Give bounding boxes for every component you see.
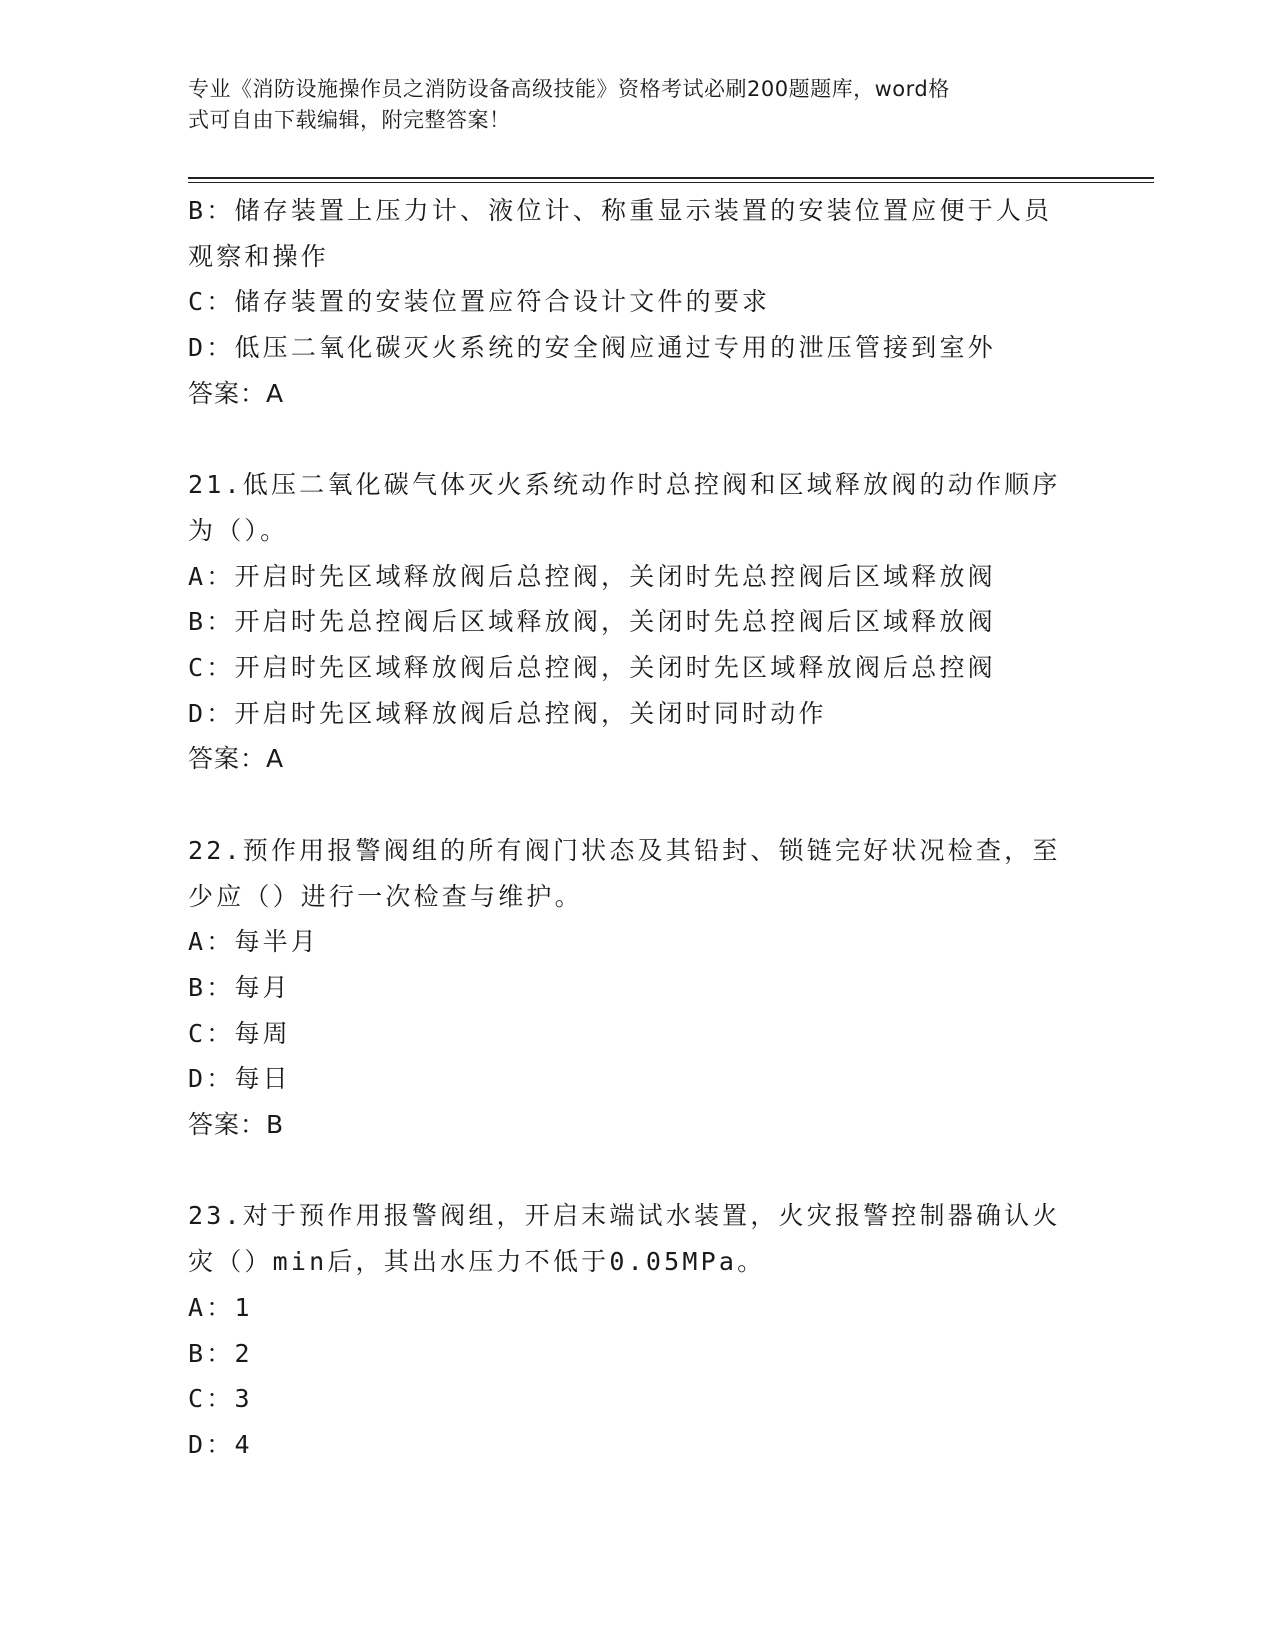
question-22 <box>188 828 1088 1148</box>
prev-option-b-continued: 观察和操作 <box>188 241 330 271</box>
document-header <box>188 74 1078 136</box>
question-23-option-d: D：4 <box>188 1429 253 1459</box>
question-22-option-d: D：每日 <box>188 1064 291 1094</box>
spacer <box>188 417 1088 463</box>
spacer <box>188 782 1088 828</box>
header-line-2: 式可自由下载编辑，附完整答案！ <box>188 108 511 132</box>
prev-option-b: B：储存装置上压力计、液位计、称重显示装置的安装位置应便于人员 <box>188 196 1053 225</box>
question-22-stem-line-2: 少应（）进行一次检查与维护。 <box>188 881 583 911</box>
question-21-option-b: B：开启时先总控阀后区域释放阀，关闭时先总控阀后区域释放阀 <box>188 607 996 637</box>
spacer <box>188 1148 1088 1194</box>
question-23-stem-line-1: 23.对于预作用报警阀组，开启末端试水装置，火灾报警控制器确认火 <box>188 1201 1061 1231</box>
question-22-stem-line-1: 22.预作用报警阀组的所有阀门状态及其铅封、锁链完好状况检查，至 <box>188 835 1061 865</box>
question-23 <box>188 1193 1088 1467</box>
header-line-1: 专业《消防设施操作员之消防设备高级技能》资格考试必刷200题题库，word格 <box>188 77 950 101</box>
question-21-stem-line-2: 为（）。 <box>188 515 289 545</box>
question-23-option-b: B：2 <box>188 1338 253 1368</box>
question-21-answer: 答案：A <box>188 744 285 774</box>
question-23-stem-line-2: 灾（）min后，其出水压力不低于0.05MPa。 <box>188 1247 766 1277</box>
question-22-answer: 答案：B <box>188 1110 285 1140</box>
question-21-option-c: C：开启时先区域释放阀后总控阀，关闭时先区域释放阀后总控阀 <box>188 653 996 683</box>
prev-option-d: D：低压二氧化碳灭火系统的安全阀应通过专用的泄压管接到室外 <box>188 333 996 363</box>
header-divider-thick <box>188 177 1154 179</box>
question-23-option-a: A：1 <box>188 1292 253 1322</box>
question-22-option-b: B：每月 <box>188 972 291 1002</box>
prev-question-block <box>188 188 1088 417</box>
prev-answer: 答案：A <box>188 378 285 408</box>
question-21-option-a: A：开启时先区域释放阀后总控阀，关闭时先总控阀后区域释放阀 <box>188 561 996 591</box>
question-23-option-c: C：3 <box>188 1384 253 1414</box>
question-content <box>188 188 1088 1468</box>
question-21-stem-line-1: 21.低压二氧化碳气体灭火系统动作时总控阀和区域释放阀的动作顺序 <box>188 470 1061 500</box>
header-divider-thin <box>188 182 1154 183</box>
question-21-option-d: D：开启时先区域释放阀后总控阀，关闭时同时动作 <box>188 698 827 728</box>
question-21 <box>188 462 1088 782</box>
prev-option-c: C：储存装置的安装位置应符合设计文件的要求 <box>188 287 771 317</box>
question-22-option-a: A：每半月 <box>188 927 320 957</box>
question-22-option-c: C：每周 <box>188 1018 291 1048</box>
